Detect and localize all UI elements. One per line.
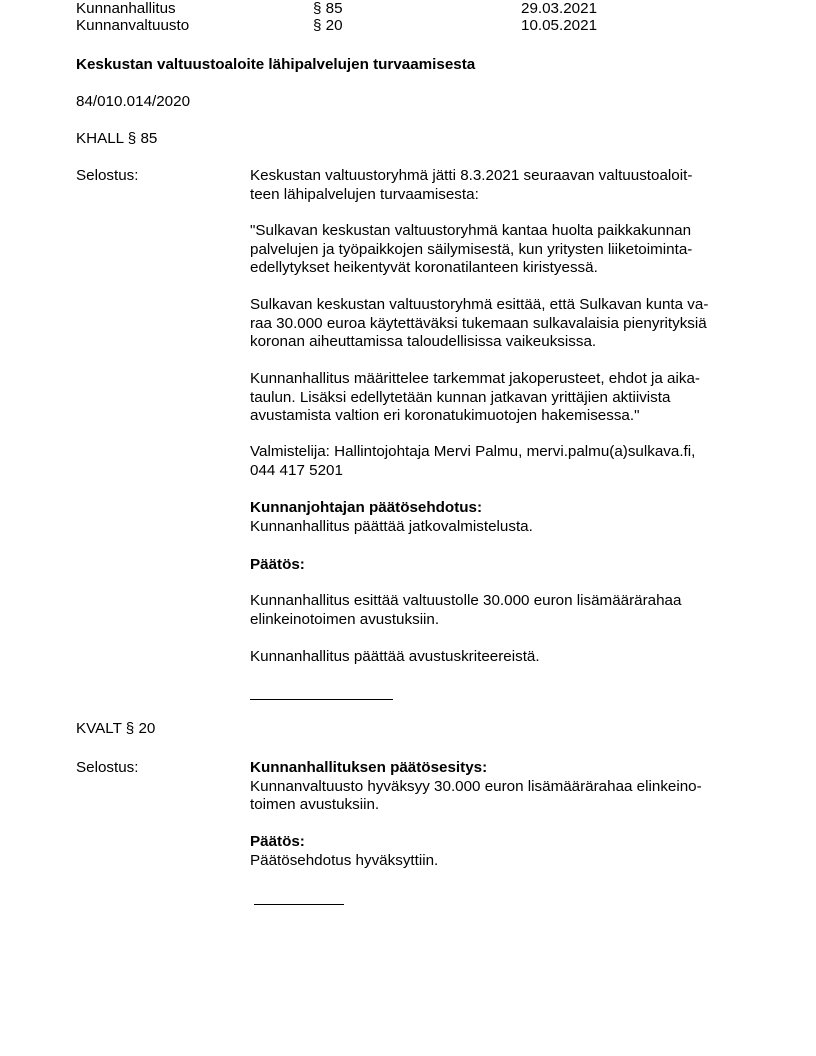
quote-line: koronan aiheuttamissa taloudellisissa vaikeuksissa. xyxy=(250,333,597,350)
decision-text: Päätösehdotus hyväksyttiin. xyxy=(250,851,439,869)
proposal-heading: Kunnanhallituksen päätösesitys: xyxy=(250,759,488,776)
proposal-line: toimen avustuksiin. xyxy=(250,796,380,813)
header-section-khall: § 85 xyxy=(313,0,343,17)
kvalt-heading: KVALT § 20 xyxy=(76,720,156,737)
header-body-kvalt: Kunnanvaltuusto xyxy=(76,17,190,34)
quote-line: Kunnanhallitus määrittelee tarkemmat jakoperusteet, ehdot ja aika- xyxy=(250,370,700,387)
header-date-khall: 29.03.2021 xyxy=(521,0,598,17)
header-body-khall: Kunnanhallitus xyxy=(76,0,176,17)
khall-quote-paragraph-3 xyxy=(250,370,700,426)
section-divider xyxy=(250,699,393,700)
khall-quote-paragraph-1 xyxy=(250,222,692,278)
quote-line: palvelujen ja työpaikkojen säilymisestä, kun yritysten liiketoiminta- xyxy=(250,240,693,258)
khall-intro xyxy=(250,167,692,204)
record-number: 84/010.014/2020 xyxy=(76,93,191,110)
proposal-heading: Kunnanjohtajan päätösehdotus: xyxy=(250,499,483,516)
khall-intro-line: Keskustan valtuustoryhmä jätti 8.3.2021 seuraavan valtuustoaloit- xyxy=(250,167,693,184)
khall-heading: KHALL § 85 xyxy=(76,130,158,147)
kvalt-proposal xyxy=(250,759,702,815)
preparer-line: Valmistelija: Hallintojohtaja Mervi Palmu, mervi.palmu(a)sulkava.fi, xyxy=(250,443,696,460)
quote-line: taulun. Lisäksi edellytetään kunnan jatkavan yrittäjien aktiivista xyxy=(250,388,671,406)
khall-preparer xyxy=(250,443,695,480)
khall-intro-line: teen lähipalvelujen turvaamisesta: xyxy=(250,185,479,203)
decision-heading: Päätös: xyxy=(250,833,305,850)
decision-line: Kunnanhallitus päättää avustuskriteereistä. xyxy=(250,648,540,665)
decision-line: elinkeinotoimen avustuksiin. xyxy=(250,610,440,628)
khall-selostus-label: Selostus: xyxy=(76,167,139,184)
preparer-line: 044 417 5201 xyxy=(250,461,343,479)
khall-decision-heading-block xyxy=(250,556,305,575)
quote-line: avustamista valtion eri koronatukimuotojen hakemisessa." xyxy=(250,407,640,424)
proposal-line: Kunnanvaltuusto hyväksyy 30.000 euron lisämäärärahaa elinkeino- xyxy=(250,777,702,795)
end-divider xyxy=(254,904,344,905)
khall-quote-paragraph-2 xyxy=(250,296,708,352)
quote-line: edellytykset heikentyvät koronatilanteen kiristyessä. xyxy=(250,259,598,276)
document-title: Keskustan valtuustoaloite lähipalvelujen turvaamisesta xyxy=(76,56,476,73)
khall-decision-paragraph-2 xyxy=(250,648,540,667)
khall-proposal xyxy=(250,499,533,536)
decision-line: Kunnanhallitus esittää valtuustolle 30.000 euron lisämäärärahaa xyxy=(250,592,682,609)
kvalt-decision xyxy=(250,833,438,870)
khall-decision-paragraph-1 xyxy=(250,592,681,629)
quote-line: "Sulkavan keskustan valtuustoryhmä kantaa huolta paikkakunnan xyxy=(250,222,692,239)
proposal-text: Kunnanhallitus päättää jatkovalmistelusta. xyxy=(250,517,533,535)
quote-line: Sulkavan keskustan valtuustoryhmä esittää, että Sulkavan kunta va- xyxy=(250,296,709,313)
decision-heading: Päätös: xyxy=(250,556,305,573)
quote-line: raa 30.000 euroa käytettäväksi tukemaan sulkavalaisia pienyrityksiä xyxy=(250,314,707,332)
header-date-kvalt: 10.05.2021 xyxy=(521,17,598,34)
kvalt-selostus-label: Selostus: xyxy=(76,759,139,776)
header-section-kvalt: § 20 xyxy=(313,17,343,34)
